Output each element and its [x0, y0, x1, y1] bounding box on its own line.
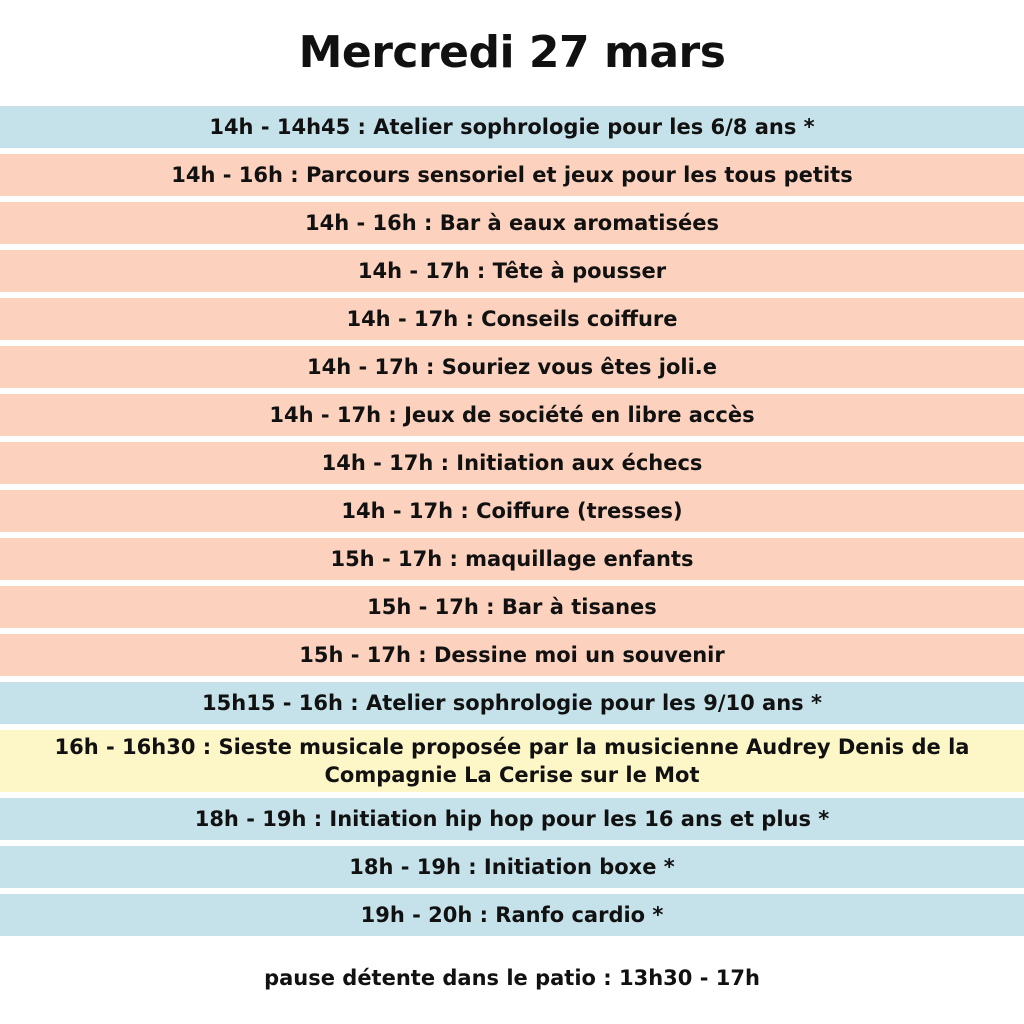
footer-note: pause détente dans le patio : 13h30 - 17h: [264, 966, 760, 990]
schedule-item: 14h - 17h : Souriez vous êtes joli.e: [0, 346, 1024, 388]
schedule-item: 15h - 17h : maquillage enfants: [0, 538, 1024, 580]
schedule-item: 15h15 - 16h : Atelier sophrologie pour les 9/10 ans *: [0, 682, 1024, 724]
schedule-item: 16h - 16h30 : Sieste musicale proposée par la musicienne Audrey Denis de la Compagnie La Cerise sur le Mot: [0, 730, 1024, 792]
schedule-item: 14h - 17h : Initiation aux échecs: [0, 442, 1024, 484]
schedule-item: 14h - 14h45 : Atelier sophrologie pour les 6/8 ans *: [0, 106, 1024, 148]
schedule-item: 14h - 17h : Jeux de société en libre accès: [0, 394, 1024, 436]
schedule-item: 14h - 16h : Bar à eaux aromatisées: [0, 202, 1024, 244]
schedule-item: 14h - 17h : Coiffure (tresses): [0, 490, 1024, 532]
schedule-item: 18h - 19h : Initiation boxe *: [0, 846, 1024, 888]
schedule-item: 14h - 17h : Conseils coiffure: [0, 298, 1024, 340]
schedule-item: 15h - 17h : Dessine moi un souvenir: [0, 634, 1024, 676]
schedule-item: 15h - 17h : Bar à tisanes: [0, 586, 1024, 628]
schedule-item: 14h - 16h : Parcours sensoriel et jeux pour les tous petits: [0, 154, 1024, 196]
schedule-item: 14h - 17h : Tête à pousser: [0, 250, 1024, 292]
page-title: Mercredi 27 mars: [298, 27, 726, 78]
schedule-list: [0, 106, 1024, 942]
schedule-item: 19h - 20h : Ranfo cardio *: [0, 894, 1024, 936]
schedule-item: 18h - 19h : Initiation hip hop pour les 16 ans et plus *: [0, 798, 1024, 840]
